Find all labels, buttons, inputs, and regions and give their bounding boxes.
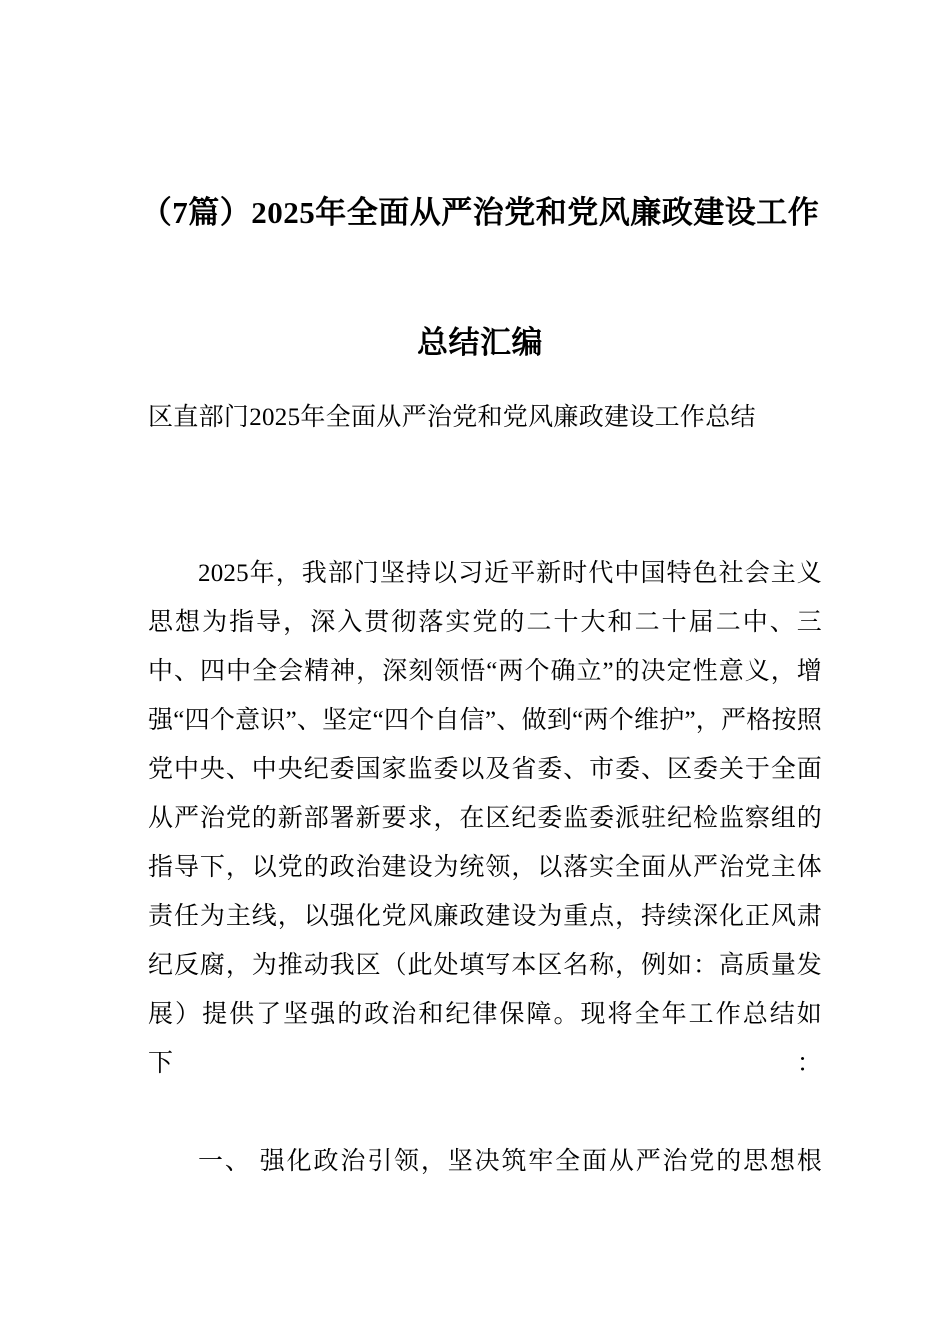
- document-title: （7篇）2025年全面从严治党和党风廉政建设工作总结汇编: [140, 195, 820, 360]
- section-heading-one: 一、 强化政治引领，坚决筑牢全面从严治党的思想根: [198, 1148, 822, 1175]
- document-subtitle: 区直部门2025年全面从严治党和党风廉政建设工作总结: [148, 404, 756, 431]
- body-paragraph: 2025年，我部门坚持以习近平新时代中国特色社会主义思想为指导，深入贯彻落实党的二十大和二十届二中、三中、四中全会精神，深刻领悟“两个确立”的决定性意义，增强“四个意识”、坚定“四个自信”、做到“两个维护”，严格按照党中央、中央纪委国家监委以及省委、市委、区委关于全面从严治党的新部署新要求，在区纪委监委派驻纪检监察组的指导下，以党的政治建设为统领，以落实全面从严治党主体责任为主线，以强化党风廉政建设为重点，持续深化正风肃纪反腐，为推动我区（此处填写本区名称，例如：高质量发展）提供了坚强的政治和纪律保障。现将全年工作总结如下：: [148, 560, 822, 1077]
